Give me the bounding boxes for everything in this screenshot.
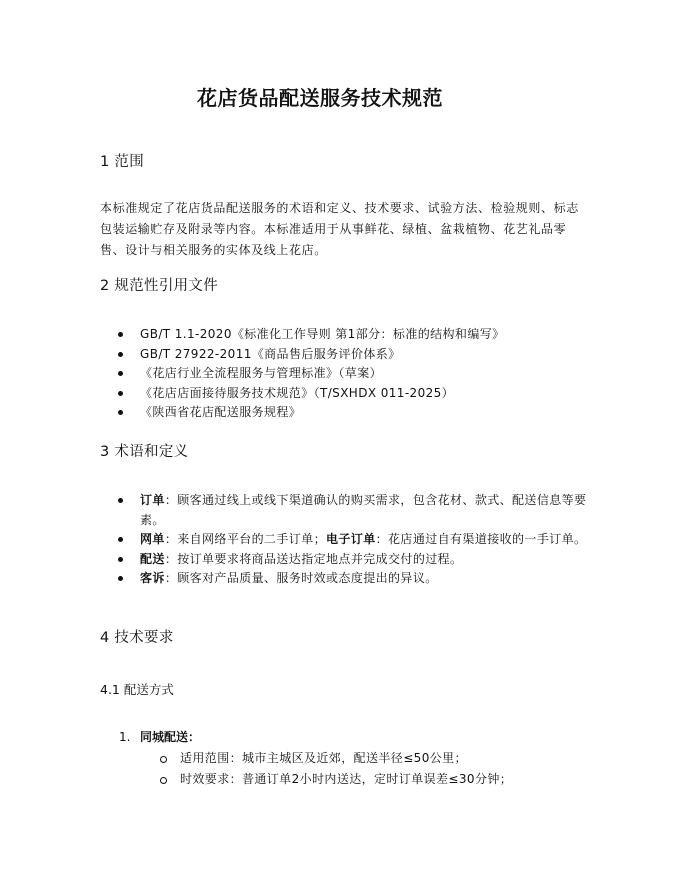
bullet-icon [118,352,123,357]
list-item: 客诉：顾客对产品质量、服务时效或态度提出的异议。 [100,569,590,589]
definitions-list [100,491,590,589]
bullet-icon [118,371,123,376]
bullet-icon [118,332,123,337]
section-4-1-heading: 4.1 配送方式 [100,682,174,697]
hollow-bullet-icon [160,777,167,784]
references-list [100,325,590,423]
section-2-heading: 2 规范性引用文件 [100,278,219,294]
list-item: 订单：顾客通过线上或线下渠道确认的购买需求，包含花材、款式、配送信息等要素。 [100,491,590,530]
document-title: 花店货品配送服务技术规范 [197,86,443,110]
list-item: 《花店店面接待服务技术规范》（T/SXHDX 011-2025） [100,384,590,404]
bullet-icon [118,557,123,562]
sub-list [140,748,590,790]
list-item: GB/T 27922-2011《商品售后服务评价体系》 [100,345,590,365]
delivery-methods-list [100,727,590,790]
section-4-heading: 4 技术要求 [100,630,174,646]
bullet-icon [118,498,123,503]
section-1-heading: 1 范围 [100,154,145,170]
section-3-heading: 3 术语和定义 [100,444,189,460]
list-item: GB/T 1.1-2020《标准化工作导则 第1部分：标准的结构和编写》 [100,325,590,345]
sub-list-item: 时效要求：普通订单2小时内送达，定时订单误差≤30分钟； [140,769,590,790]
bullet-icon [118,410,123,415]
bullet-icon [118,537,123,542]
bullet-icon [118,391,123,396]
section-1-paragraph: 本标准规定了花店货品配送服务的术语和定义、技术要求、试验方法、检验规则、标志包装运输贮存及附录等内容。本标准适用于从事鲜花、绿植、盆栽植物、花艺礼品零售、设计与相关服务的实体及线上花店。 [100,201,579,257]
list-item: 《陕西省花店配送服务规程》 [100,403,590,423]
bullet-icon [118,576,123,581]
hollow-bullet-icon [160,756,167,763]
sub-list-item: 适用范围：城市主城区及近郊，配送半径≤50公里； [140,748,590,769]
list-item: 配送：按订单要求将商品送达指定地点并完成交付的过程。 [100,550,590,570]
list-item: 网单：来自网络平台的二手订单；电子订单：花店通过自有渠道接收的一手订单。 [100,530,590,550]
list-item: 1. 同城配送： 适用范围：城市主城区及近郊，配送半径≤50公里； 时效要求：普通订单2小时内送达，定时订单误差≤30分钟； [100,727,590,790]
list-item: 《花店行业全流程服务与管理标准》（草案） [100,364,590,384]
